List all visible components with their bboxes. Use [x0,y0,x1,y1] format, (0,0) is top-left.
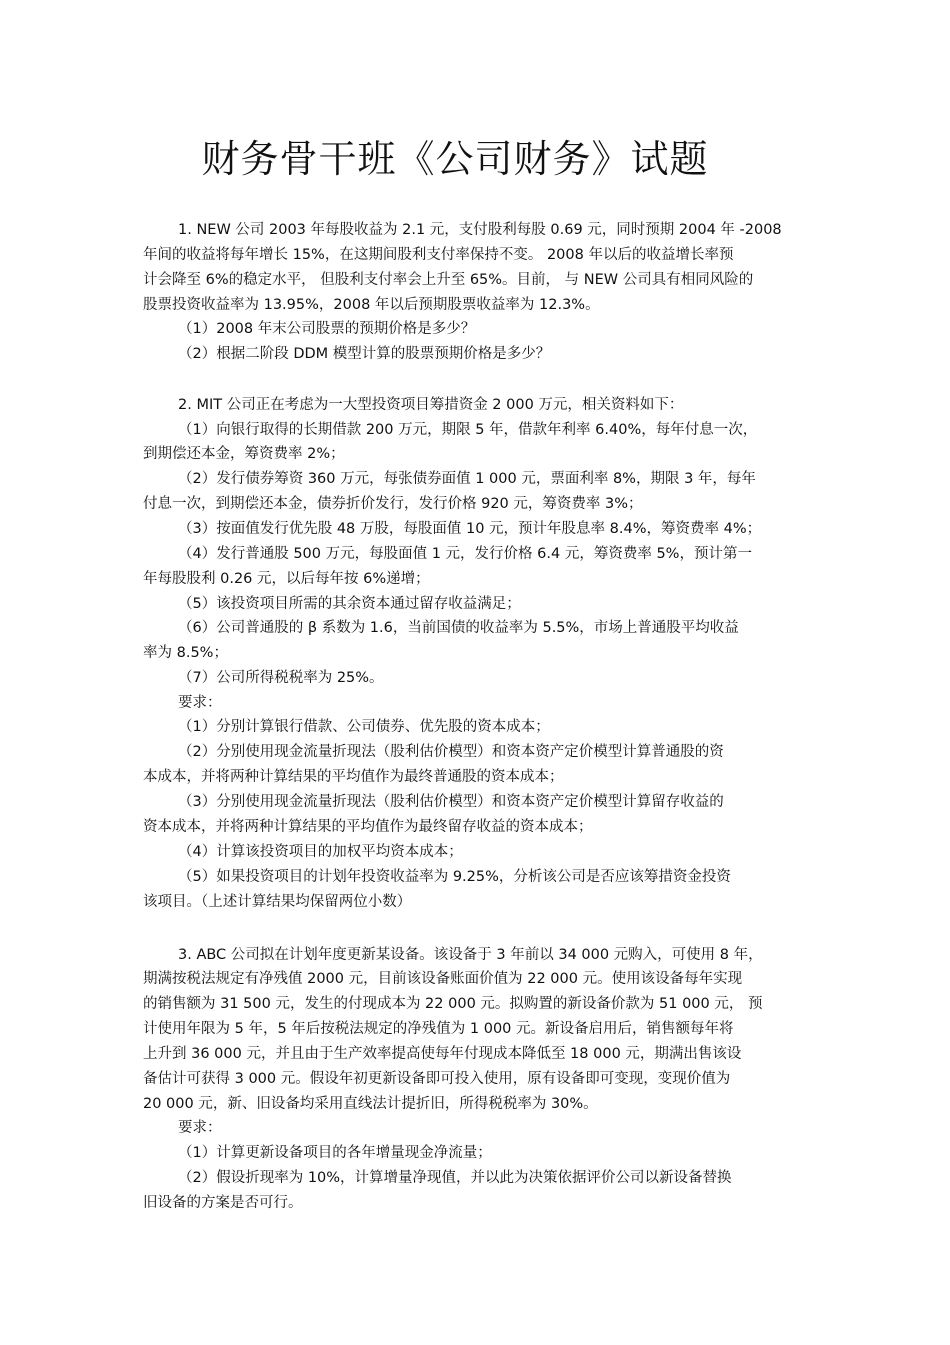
q2-line: （5）该投资项目所需的其余资本通过留存收益满足； [178,596,521,612]
q2-subquestion: 资本成本，并将两种计算结果的平均值作为最终留存收益的资本成本； [143,819,593,835]
page-title: 财务骨干班《公司财务》试题 [201,137,709,181]
q2-line: 年每股股利 0.26 元，以后每年按 6%递增； [143,571,430,587]
q3-subquestion: （1）计算更新设备项目的各年增量现金净流量； [178,1145,492,1161]
q3-subquestion: （2）假设折现率为 10%，计算增量净现值，并以此为决策依据评价公司以新设备替换 [178,1170,732,1186]
q2-requirements-heading: 要求： [178,695,222,711]
q3-subquestion: 旧设备的方案是否可行。 [143,1195,303,1211]
q2-line: （4）发行普通股 500 万元，每股面值 1 元，发行价格 6.4 元，筹资费率 5%，预计第一 [178,546,752,562]
q1-line: 计会降至 6%的稳定水平， 但股利支付率会上升至 65%。目前， 与 NEW 公司具有相同风险的 [143,272,754,288]
q1-line: 年间的收益将每年增长 15%，在这期间股利支付率保持不变。 2008 年以后的收益增长率预 [143,247,734,263]
q3-line: 上升到 36 000 元，并且由于生产效率提高使每年付现成本降低至 18 000 元，期满出售该设 [143,1046,742,1062]
q3-requirements-heading: 要求： [178,1120,222,1136]
q2-subquestion: （2）分别使用现金流量折现法（股利估价模型）和资本资产定价模型计算普通股的资 [178,744,724,760]
q3-line: 3. ABC 公司拟在计划年度更新某设备。该设备于 3 年前以 34 000 元购入，可使用 8 年， [178,947,763,963]
q3-line: 20 000 元，新、旧设备均采用直线法计提折旧，所得税税率为 30%。 [143,1096,598,1112]
q1-subquestion: （2）根据二阶段 DDM 模型计算的股票预期价格是多少？ [178,346,551,362]
q3-line: 计使用年限为 5 年，5 年后按税法规定的净残值为 1 000 元。新设备启用后，销售额每年将 [143,1021,734,1037]
q2-subquestion: （4）计算该投资项目的加权平均资本成本； [178,844,463,860]
q2-line: （6）公司普通股的 β 系数为 1.6，当前国债的收益率为 5.5%，市场上普通股平均收益 [178,620,739,636]
q2-line: 2. MIT 公司正在考虑为一大型投资项目筹措资金 2 000 万元，相关资料如下： [178,397,684,413]
q2-subquestion: （3）分别使用现金流量折现法（股利估价模型）和资本资产定价模型计算留存收益的 [178,794,724,810]
q1-line: 股票投资收益率为 13.95%，2008 年以后预期股票收益率为 12.3%。 [143,297,600,313]
q1-subquestion: （1）2008 年末公司股票的预期价格是多少？ [178,321,476,337]
q2-line: 到期偿还本金，筹资费率 2%； [143,446,345,462]
q2-line: 付息一次，到期偿还本金，债券折价发行，发行价格 920 元，筹资费率 3%； [143,496,643,512]
q2-subquestion: 本成本，并将两种计算结果的平均值作为最终普通股的资本成本； [143,769,564,785]
q2-line: （1）向银行取得的长期借款 200 万元，期限 5 年，借款年利率 6.40%，每年付息一次， [178,422,758,438]
q2-line: 率为 8.5%； [143,645,228,661]
q3-line: 期满按税法规定有净残值 2000 元，目前该设备账面价值为 22 000 元。使用该设备每年实现 [143,971,743,987]
q2-line: （2）发行债券筹资 360 万元，每张债券面值 1 000 元，票面利率 8%，期限 3 年，每年 [178,471,756,487]
q2-line: （7）公司所得税税率为 25%。 [178,670,384,686]
q1-line: 1. NEW 公司 2003 年每股收益为 2.1 元，支付股利每股 0.69 元，同时预期 2004 年 -2008 [178,222,782,238]
q3-line: 备估计可获得 3 000 元。假设年初更新设备即可投入使用，原有设备即可变现，变现价值为 [143,1071,731,1087]
q2-line: （3）按面值发行优先股 48 万股，每股面值 10 元，预计年股息率 8.4%，筹资费率 4%； [178,521,762,537]
q2-subquestion: （1）分别计算银行借款、公司债券、优先股的资本成本； [178,719,550,735]
q2-subquestion: （5）如果投资项目的计划年投资收益率为 9.25%，分析该公司是否应该筹措资金投资 [178,869,731,885]
q3-line: 的销售额为 31 500 元，发生的付现成本为 22 000 元。拟购置的新设备价款为 51 000 元， 预 [143,996,763,1012]
q2-subquestion: 该项目。（上述计算结果均保留两位小数） [143,894,412,910]
